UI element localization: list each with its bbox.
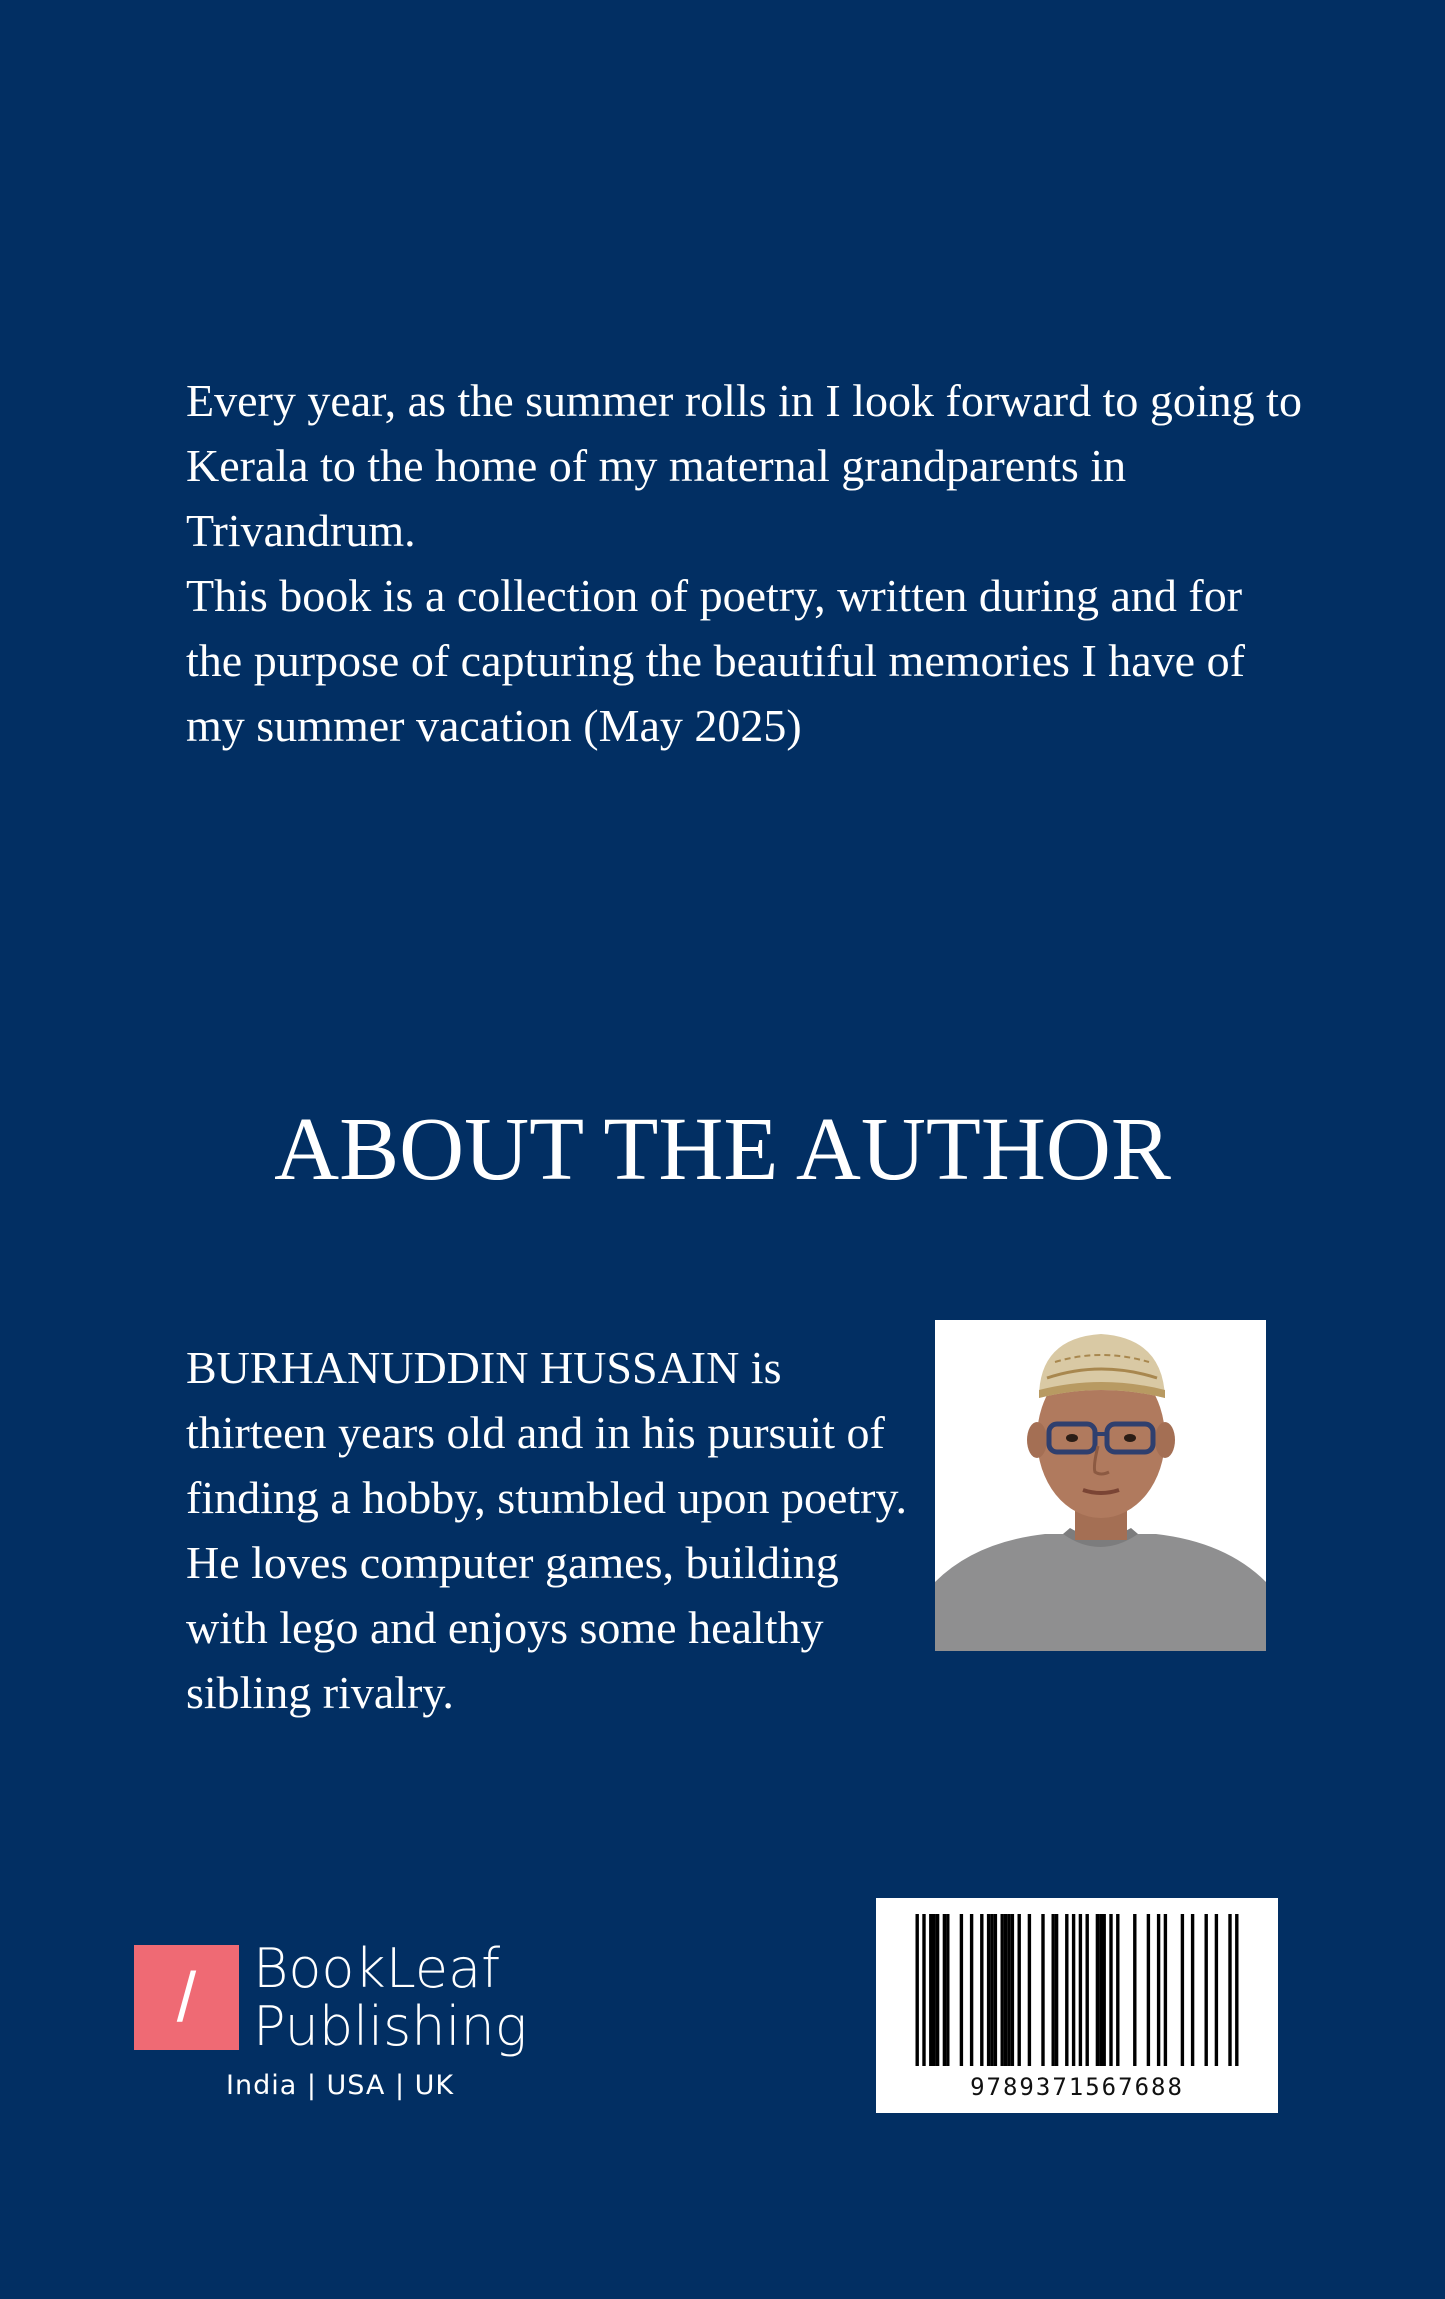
barcode-bar xyxy=(1181,1914,1184,2066)
barcode-bar xyxy=(936,1914,939,2066)
barcode-bar xyxy=(1103,1914,1106,2066)
barcode-bar xyxy=(1228,1914,1231,2066)
barcode-bar xyxy=(1011,1914,1014,2066)
author-portrait-icon xyxy=(935,1320,1266,1651)
publisher-logo xyxy=(134,1937,554,2115)
barcode-bar xyxy=(1052,1914,1055,2066)
barcode-bar xyxy=(916,1914,919,2066)
barcode-bar xyxy=(933,1914,936,2066)
barcode-bar xyxy=(970,1914,973,2066)
publisher-regions: India | USA | UK xyxy=(226,2070,455,2101)
barcode-bar xyxy=(946,1914,949,2066)
barcode-bar xyxy=(980,1914,983,2066)
barcode-bar xyxy=(1072,1914,1075,2066)
barcode-bar xyxy=(1164,1914,1167,2066)
barcode-bar xyxy=(1086,1914,1089,2066)
barcode-bar xyxy=(1191,1914,1194,2066)
barcode-bar xyxy=(922,1914,925,2066)
blurb-paragraph-2: This book is a collection of poetry, written during and for the purpose of capturing the beautiful memories I have of my summer vacation (May 2025) xyxy=(186,570,1245,751)
barcode-bar xyxy=(960,1914,963,2066)
barcode-bar xyxy=(1096,1914,1099,2066)
barcode-bar xyxy=(1235,1914,1238,2066)
barcode-bar xyxy=(1028,1914,1031,2066)
barcode-bar xyxy=(990,1914,993,2066)
barcode-bar xyxy=(943,1914,946,2066)
book-blurb xyxy=(186,368,1306,758)
barcode-bar xyxy=(1109,1914,1112,2066)
barcode-bar xyxy=(1147,1914,1150,2066)
barcode-bar xyxy=(1215,1914,1218,2066)
barcode-bar xyxy=(987,1914,990,2066)
barcode-bar xyxy=(1116,1914,1119,2066)
barcode-bar xyxy=(1001,1914,1004,2066)
publisher-name xyxy=(253,1937,528,2058)
barcode-icon xyxy=(876,1898,1278,2073)
barcode-bar xyxy=(1041,1914,1044,2066)
author-photo xyxy=(935,1320,1266,1651)
barcode-bar xyxy=(994,1914,997,2066)
blurb-paragraph-1: Every year, as the summer rolls in I look forward to going to Kerala to the home of my maternal grandparents in Trivandrum. xyxy=(186,375,1302,556)
publisher-name-line-2: Publishing xyxy=(253,1995,528,2058)
barcode-bar xyxy=(1018,1914,1021,2066)
barcode-bar xyxy=(1004,1914,1007,2066)
barcode-bar xyxy=(1157,1914,1160,2066)
isbn-number: 9789371567688 xyxy=(970,2073,1184,2101)
barcode-bar xyxy=(1133,1914,1136,2066)
isbn-barcode xyxy=(876,1898,1278,2113)
barcode-bar xyxy=(1079,1914,1082,2066)
barcode-bar xyxy=(929,1914,932,2066)
author-bio: BURHANUDDIN HUSSAIN is thirteen years old and in his pursuit of finding a hobby, stumbled upon poetry. He loves computer games, building with lego and enjoys some healthy sibling rivalry. xyxy=(186,1342,907,1718)
barcode-bar xyxy=(1205,1914,1208,2066)
barcode-bar xyxy=(1007,1914,1010,2066)
publisher-name-line-1: BookLeaf xyxy=(253,1937,501,2000)
barcode-bar xyxy=(1099,1914,1102,2066)
barcode-bar xyxy=(1055,1914,1058,2066)
about-author-heading: ABOUT THE AUTHOR xyxy=(274,1100,1171,1199)
publisher-mark-icon xyxy=(134,1945,239,2050)
publisher-mark-glyph: / xyxy=(176,1958,197,2036)
barcode-bar xyxy=(1065,1914,1068,2066)
